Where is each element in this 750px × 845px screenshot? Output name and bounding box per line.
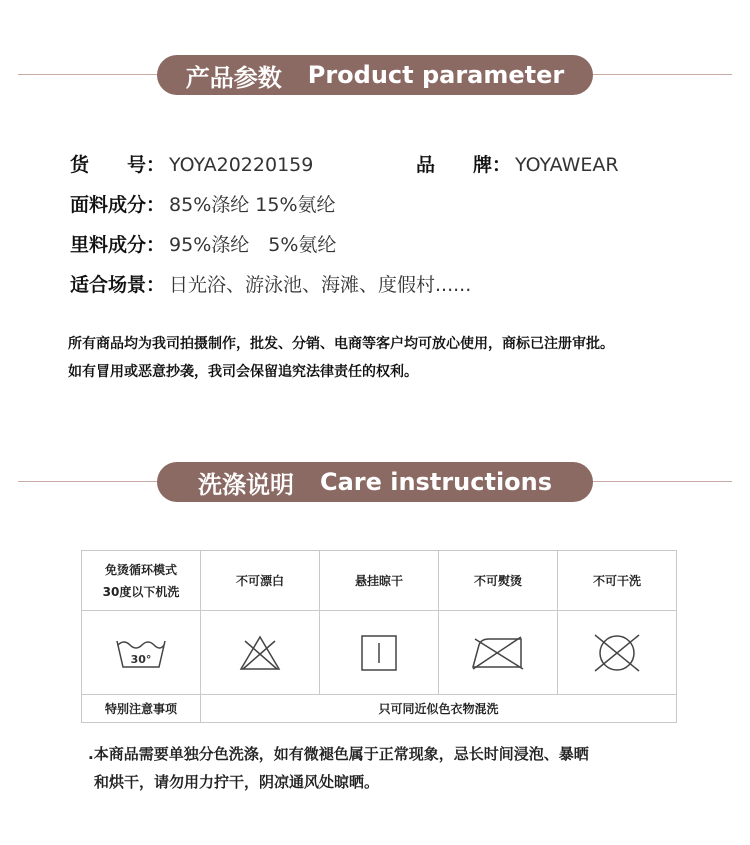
care-icon-cell <box>439 611 558 695</box>
param-row-lining <box>70 231 336 259</box>
care-table <box>81 550 677 723</box>
care-icon-cell <box>558 611 677 695</box>
notice-line-2: 如有冒用或恶意抄袭，我司会保留追究法律责任的权利。 <box>68 364 418 380</box>
header-pill <box>157 462 593 502</box>
special-notice-value: 只可同近似色衣物混洗 <box>201 695 677 723</box>
care-wash-line-1: 免烫循环模式 <box>104 562 177 577</box>
param-row-suitable <box>70 271 471 299</box>
care-wash-line-2: 30度以下机洗 <box>102 584 180 599</box>
care-icon-row <box>82 611 677 695</box>
special-notice-label: 特别注意事项 <box>82 695 201 723</box>
header-title-cn: 洗涤说明 <box>197 470 294 499</box>
suitable-value: 日光浴、游泳池、海滩、度假村...... <box>169 274 472 296</box>
lining-label: 里料成分： <box>70 234 166 256</box>
brand-label: 品 牌： <box>416 154 512 176</box>
wash-temp-label: 30° <box>130 652 152 666</box>
no-bleach-icon <box>237 633 283 673</box>
no-iron-icon <box>469 633 527 673</box>
item-no-value: YOYA20220159 <box>169 154 314 176</box>
hang-dry-icon <box>359 633 399 673</box>
suitable-label: 适合场景： <box>70 274 166 296</box>
header-title-en: Product parameter <box>307 61 565 89</box>
care-header-row <box>82 551 677 611</box>
copyright-notice <box>68 330 728 386</box>
care-cell-wash <box>82 551 201 611</box>
param-row-brand <box>416 151 619 179</box>
header-title-en: Care instructions <box>319 468 553 496</box>
header-pill <box>157 55 593 95</box>
no-dry-clean-icon <box>591 631 643 675</box>
care-icon-cell <box>82 611 201 695</box>
brand-value: YOYAWEAR <box>515 154 619 176</box>
wash-30-icon <box>113 633 169 673</box>
product-parameter-header <box>0 55 750 95</box>
header-title-cn: 产品参数 <box>185 63 282 92</box>
fabric-value: 85%涤纶 15%氨纶 <box>169 194 336 216</box>
notice-line-1: 所有商品均为我司拍摄制作，批发、分销、电商等客户均可放心使用，商标已注册审批。 <box>68 336 614 352</box>
care-icon-cell <box>320 611 439 695</box>
care-icon-cell <box>201 611 320 695</box>
care-cell-no-bleach: 不可漂白 <box>201 551 320 611</box>
param-row-fabric <box>70 191 336 219</box>
tips-line-1: .本商品需要单独分色洗涤，如有微褪色属于正常现象，忌长时间浸泡、暴晒 <box>88 745 589 763</box>
care-cell-hang-dry: 悬挂晾干 <box>320 551 439 611</box>
fabric-label: 面料成分： <box>70 194 166 216</box>
care-special-row <box>82 695 677 723</box>
item-no-label: 货 号： <box>70 154 166 176</box>
care-cell-no-iron: 不可熨烫 <box>439 551 558 611</box>
care-cell-no-dry-clean: 不可干洗 <box>558 551 677 611</box>
washing-tips <box>88 740 688 796</box>
param-row-item-no <box>70 151 313 179</box>
tips-line-2: 和烘干，请勿用力拧干，阴凉通风处晾晒。 <box>94 773 380 791</box>
care-instructions-header <box>0 462 750 502</box>
lining-value: 95%涤纶 5%氨纶 <box>169 234 337 256</box>
